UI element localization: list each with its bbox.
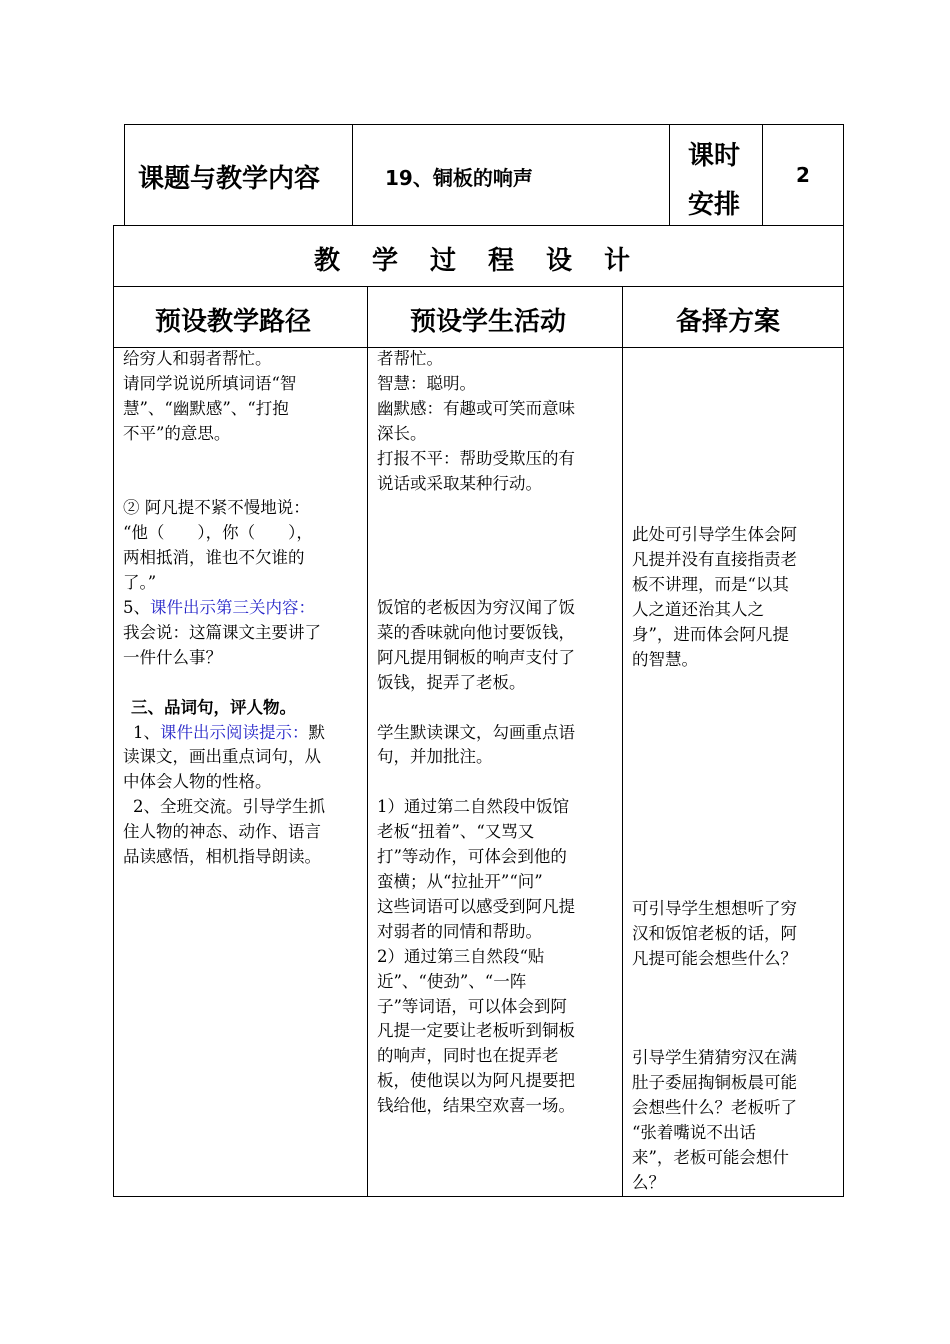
path-line-step5: 5、课件出示第三关内容： (123, 598, 315, 618)
alt-line: 凡提可能会想些什么？ (632, 948, 797, 968)
student-line: 凡提一定要让老板听到铜板 (377, 1021, 575, 1041)
courseware-link: 课件出示第三关内容： (150, 598, 315, 618)
path-line: 2、全班交流。引导学生抓 (133, 797, 325, 817)
student-line: 钱给他，结果空欢喜一场。 (377, 1096, 575, 1116)
student-line: 说话或采取某种行动。 (377, 473, 542, 493)
student-line: 近”、“使劲”、“一阵 (377, 971, 527, 991)
column-divider-2 (622, 286, 623, 1197)
student-line: 1）通过第二自然段中饭馆 (377, 797, 569, 817)
student-line: 智慧：聪明。 (377, 373, 476, 393)
path-column (123, 347, 363, 870)
alt-line: 来”，老板可能会想什 (632, 1147, 789, 1167)
column-header-path: 预设教学路径 (155, 307, 312, 337)
alt-column-block-1 (632, 523, 838, 672)
path-line-step1: 1、课件出示阅读提示：默 (133, 722, 325, 742)
period-label-line2: 安排 (688, 190, 741, 220)
student-line: 板，使他误以为阿凡提要把 (377, 1071, 575, 1091)
alt-column-block-3 (632, 1046, 838, 1195)
alt-line: 身”，进而体会阿凡提 (632, 624, 789, 644)
column-header-alt: 备择方案 (676, 307, 781, 337)
period-label-line1: 课时 (688, 141, 741, 171)
student-line: 打报不平：帮助受欺压的有 (377, 448, 575, 468)
path-line: 住人物的神态、动作、语言 (123, 822, 321, 842)
path-line: 不平”的意思。 (123, 423, 231, 443)
path-line: “他（ ），你（ ）， (123, 523, 313, 543)
alt-line: 凡提并没有直接指责老 (632, 549, 797, 569)
path-line: 一件什么事？ (123, 647, 222, 667)
path-line: 了。” (123, 573, 157, 593)
header-divider-3 (762, 124, 763, 226)
alt-line: 此处可引导学生体会阿 (632, 525, 797, 544)
path-line: 给穷人和弱者帮忙。 (123, 349, 272, 368)
alt-line: 么？ (632, 1172, 665, 1192)
student-line: 打”等动作，可体会到他的 (377, 847, 567, 867)
header-divider-2 (669, 124, 670, 226)
alt-line: 人之道还治其人之 (632, 599, 764, 619)
student-line: 子”等词语，可以体会到阿 (377, 996, 567, 1016)
alt-line: 可引导学生想想听了穷 (632, 899, 797, 918)
student-line: 饭钱，捉弄了老板。 (377, 672, 526, 692)
student-line: 菜的香味就向他讨要饭钱， (377, 622, 575, 642)
student-line: 的响声，同时也在捉弄老 (377, 1046, 559, 1066)
student-line: 蛮横；从“拉扯开”“问” (377, 871, 543, 891)
student-line: 这些词语可以感受到阿凡提 (377, 896, 575, 916)
student-column (377, 347, 617, 1119)
path-line: 读课文，画出重点词句，从 (123, 747, 321, 767)
alt-line: 会想些什么？老板听了 (632, 1097, 797, 1117)
period-value: 2 (796, 163, 810, 187)
process-title: 教学过程设计 (314, 246, 663, 276)
alt-line: 的智慧。 (632, 649, 698, 669)
alt-line: “张着嘴说不出话 (632, 1122, 756, 1142)
student-line: 对弱者的同情和帮助。 (377, 921, 542, 941)
path-line: 慧”、“幽默感”、“打抱 (123, 398, 289, 418)
student-line: 学生默读课文，勾画重点语 (377, 722, 575, 742)
path-line: ② 阿凡提不紧不慢地说： (123, 498, 310, 518)
alt-column-block-2 (632, 897, 838, 972)
student-line: 饭馆的老板因为穷汉闻了饭 (377, 598, 575, 618)
alt-line: 肚子委屈掏铜板晨可能 (632, 1072, 797, 1092)
alt-line: 板不讲理，而是“以其 (632, 574, 789, 594)
path-line: 中体会人物的性格。 (123, 772, 272, 792)
alt-line: 引导学生猜猜穷汉在满 (632, 1048, 797, 1067)
process-title-divider (113, 286, 844, 287)
student-line: 阿凡提用铜板的响声支付了 (377, 647, 575, 667)
column-header-student: 预设学生活动 (410, 307, 567, 337)
lesson-title: 19、铜板的响声 (385, 166, 533, 190)
section-heading: 三、品词句，评人物。 (131, 697, 296, 717)
header-divider-1 (352, 124, 353, 226)
student-line: 2）通过第三自然段“贴 (377, 946, 545, 966)
student-line: 老板“扭着”、“又骂又 (377, 822, 535, 842)
student-line: 深长。 (377, 423, 427, 443)
path-line: 我会说：这篇课文主要讲了 (123, 622, 321, 642)
student-line: 幽默感：有趣或可笑而意味 (377, 398, 575, 418)
path-line: 请同学说说所填词语“智 (123, 373, 297, 393)
header-label: 课题与教学内容 (138, 164, 321, 194)
path-line: 品读感悟，相机指导朗读。 (123, 847, 321, 867)
path-line: 两相抵消，谁也不欠谁的 (123, 548, 305, 568)
column-divider-1 (367, 286, 368, 1197)
courseware-link: 课件出示阅读提示： (160, 722, 309, 742)
alt-line: 汉和饭馆老板的话，阿 (632, 923, 797, 943)
student-line: 句，并加批注。 (377, 747, 493, 767)
student-line: 者帮忙。 (377, 349, 443, 368)
